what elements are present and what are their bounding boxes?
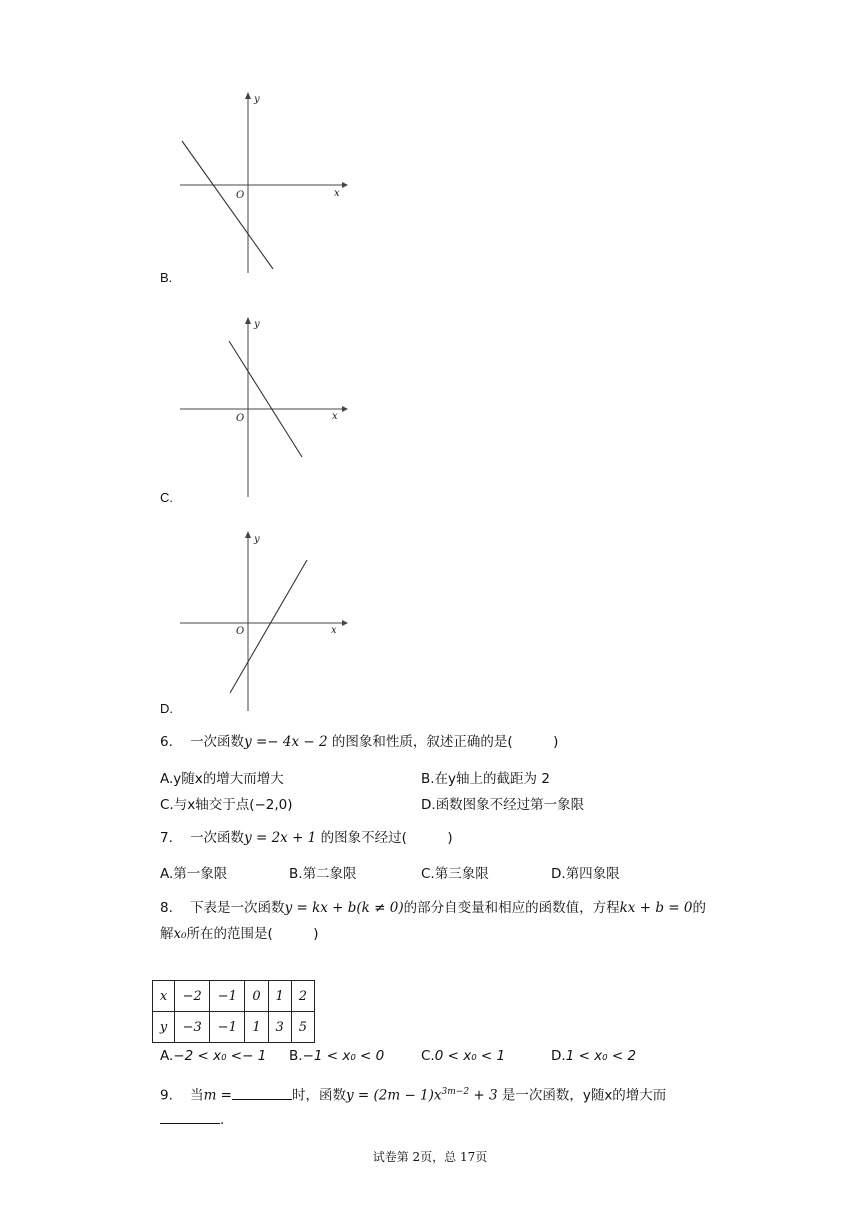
table-cell: −3	[175, 1012, 210, 1043]
table-cell: y	[153, 1012, 175, 1043]
graph-d	[170, 527, 350, 717]
origin-label: O	[236, 190, 245, 201]
table-cell: 0	[245, 981, 268, 1012]
question-7	[160, 827, 453, 849]
q7-option-b[interactable]: B.第二象限	[289, 866, 357, 882]
answer-blank-m[interactable]	[232, 1085, 292, 1100]
question-number: 6.	[160, 734, 173, 750]
table-row-y	[153, 1012, 315, 1043]
q8-option-c[interactable]: C.0 < x₀ < 1	[421, 1048, 506, 1064]
origin-label: O	[236, 626, 245, 637]
q8-option-b[interactable]: B.−1 < x₀ < 0	[289, 1048, 385, 1064]
q7-option-c[interactable]: C.第三象限	[421, 866, 489, 882]
y-axis-label: y	[254, 534, 260, 545]
q6-option-b[interactable]: B.在y轴上的截距为 2	[421, 771, 550, 787]
table-cell: 2	[291, 981, 314, 1012]
table-cell: 1	[245, 1012, 268, 1043]
equation: y =− 4x − 2	[244, 734, 328, 750]
question-number: 8.	[160, 900, 173, 916]
equation: kx + b = 0	[619, 900, 693, 916]
table-cell: 5	[291, 1012, 314, 1043]
question-text: 的图象和性质，叙述正确的是( )	[331, 734, 559, 750]
q8-option-d[interactable]: D.1 < x₀ < 2	[551, 1048, 637, 1064]
value-table	[152, 980, 315, 1043]
q7-option-a[interactable]: A.第一象限	[160, 866, 228, 882]
page-footer: 试卷第 2页，总 17页	[372, 1150, 488, 1164]
question-text: 一次函数	[190, 830, 245, 846]
graph-c	[170, 313, 350, 503]
graph-b-letter: B.	[160, 270, 173, 285]
graph-b	[170, 88, 350, 278]
question-text: 一次函数	[190, 734, 245, 750]
y-axis-label: y	[254, 319, 260, 330]
table-cell: 1	[268, 981, 291, 1012]
answer-blank-trend[interactable]	[160, 1109, 220, 1124]
q6-option-d[interactable]: D.函数图象不经过第一象限	[421, 797, 585, 813]
question-text: 的图象不经过( )	[320, 830, 453, 846]
question-9-line2: .	[160, 1109, 224, 1131]
x-axis-label: x	[334, 188, 340, 199]
q7-option-d[interactable]: D.第四象限	[551, 866, 620, 882]
graph-c-letter: C.	[160, 490, 173, 505]
table-cell: x	[153, 981, 175, 1012]
table-cell: −1	[210, 1012, 245, 1043]
question-8-line2: 解x₀所在的范围是( )	[160, 926, 319, 942]
table-cell: 3	[268, 1012, 291, 1043]
table-row-x	[153, 981, 315, 1012]
table-cell: −2	[175, 981, 210, 1012]
origin-label: O	[236, 413, 245, 424]
y-axis-label: y	[254, 94, 260, 105]
graph-d-letter: D.	[160, 701, 173, 716]
question-number: 7.	[160, 830, 173, 846]
q6-option-a[interactable]: A.y随x的增大而增大	[160, 771, 284, 787]
x-axis-label: x	[332, 411, 338, 422]
equation: y = 2x + 1	[244, 830, 317, 846]
x-axis-label: x	[331, 625, 337, 636]
q8-option-a[interactable]: A.−2 < x₀ <− 1	[160, 1048, 267, 1064]
table-cell: −1	[210, 981, 245, 1012]
question-9: 9. 当m = 时，函数$y = (2m - 1)x^{3m-2} + 3$ 是一次函数，y随x的增大而	[160, 1081, 666, 1107]
equation: y = kx + b(k ≠ 0)	[284, 900, 404, 916]
q6-option-c[interactable]: C.与x轴交于点(−2,0)	[160, 797, 293, 813]
question-8: 8. 下表是一次函数y = kx + b(k ≠ 0)的部分自变量和相应的函数值，方程kx + b = 0的	[160, 900, 706, 916]
question-number: 9.	[160, 1087, 173, 1104]
question-6	[160, 731, 558, 753]
